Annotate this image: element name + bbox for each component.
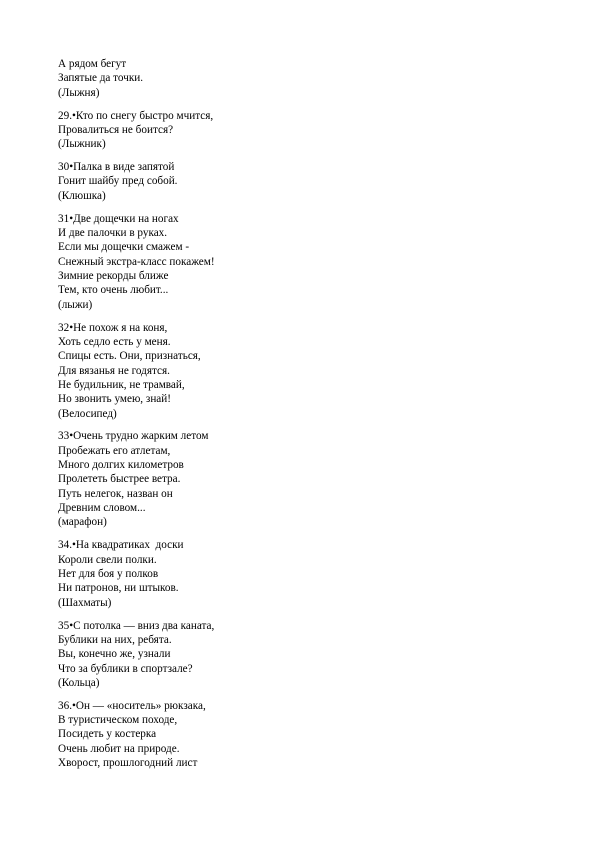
text-line: Нет для боя у полков [58,568,159,580]
riddle-answer: (лыжи) [58,298,93,311]
text-line: Хоть седло есть у меня. [58,335,171,348]
text-line: 29.•Кто по снегу быстро мчится, [58,109,214,122]
text-line: А рядом бегут [58,58,127,70]
text-line: Хворост, прошлогодний лист [58,757,198,770]
text-line: Если мы дощечки смажем - [58,241,190,254]
text-line: Древним словом... [58,502,146,515]
text-line: Гонит шайбу пред собой. [58,175,178,188]
text-line: Пролететь быстрее ветра. [58,473,181,486]
riddle-block [58,212,538,312]
text-line: Вы, конечно же, узнали [58,648,171,661]
text-line: Путь нелегок, назван он [58,487,173,500]
text-line: 32•Не похож я на коня, [58,321,168,334]
text-line: 33•Очень трудно жарким летом [58,430,209,443]
riddle-block [58,619,538,691]
riddle-block [58,57,538,100]
text-line: 35•С потолка — вниз два каната, [58,619,215,632]
text-line: Ни патронов, ни штыков. [58,582,179,595]
text-line: Что за бублики в спортзале? [58,662,193,675]
text-line: Для вязанья не годятся. [58,364,170,377]
text-line: Короли свели полки. [58,553,157,566]
text-line: Не будильник, не трамвай, [58,378,185,391]
text-line: Провалиться не боится? [58,123,174,136]
riddle-answer: (Кольца) [58,676,100,689]
text-line: Спицы есть. Они, признаться, [58,350,201,363]
riddle-answer: (Шахматы) [58,596,112,609]
text-line: Очень любит на природе. [58,742,180,755]
text-line: Бублики на них, ребята. [58,633,172,646]
riddle-block [58,109,538,152]
riddle-answer: (марафон) [58,516,107,529]
riddle-answer: (Лыжник) [58,138,106,151]
text-line: Много долгих километров [58,459,184,472]
text-line: Посидеть у костерка [58,728,157,741]
riddle-block [58,699,538,771]
text-line: В туристическом походе, [58,714,178,727]
riddle-block [58,160,538,203]
text-line: Тем, кто очень любит... [58,284,169,297]
riddle-block [58,538,538,610]
text-line: И две палочки в руках. [58,226,168,239]
text-line: Пробежать его атлетам, [58,444,171,457]
text-line: 30•Палка в виде запятой [58,161,175,174]
riddle-answer: (Клюшка) [58,189,106,202]
text-line: 34.•На квадратиках доски [58,539,184,552]
text-line: Запятые да точки. [58,72,144,85]
text-line: Но звонить умею, знай! [58,393,171,406]
text-line: 36.•Он — «носитель» рюкзака, [58,699,206,712]
riddle-answer: (Лыжня) [58,86,100,99]
riddle-block [58,321,538,421]
text-line: Зимние рекорды ближе [58,269,169,282]
text-line: 31•Две дощечки на ногах [58,212,179,225]
riddle-block [58,429,538,529]
riddle-answer: (Велосипед) [58,407,117,420]
riddles-text [58,57,538,779]
text-line: Снежный экстра-класс покажем! [58,255,215,268]
